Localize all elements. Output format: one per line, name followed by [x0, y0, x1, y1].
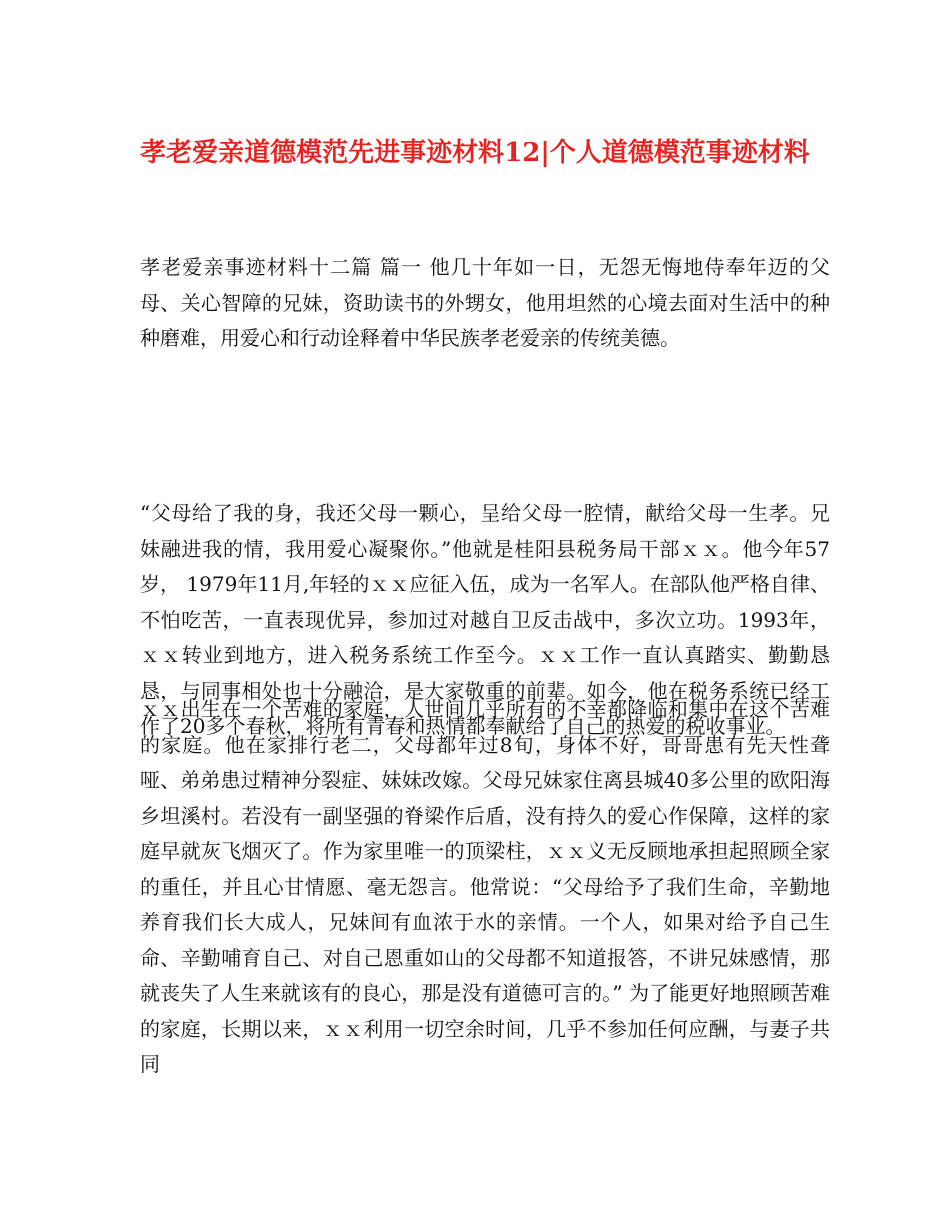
document-title: 孝老爱亲道德模范先进事迹材料12|个人道德模范事迹材料: [140, 138, 810, 168]
paragraph-2: “父母给了我的身，我还父母一颗心，呈给父母一腔情，献给父母一生孝。兄妹融进我的情，我用爱心凝聚你。”他就是桂阳县税务局干部ｘｘ。他今年57岁， 1979年11月,年轻的ｘｘ应征入伍，成为一名军人。在部队他严格自律、不怕吃苦，一直表现优异，参加过对越自卫反击战中，多次立功。1993年，ｘｘ转业到地方，进入税务系统工作至今。ｘｘ工作一直认真踏实、勤勤恳恳，与同事相处也十分融洽，是大家敬重的前辈。如今，他在税务系统已经工作了20多个春秋，将所有青春和热情都奉献给了自己的热爱的税收事业。: [140, 501, 830, 738]
paragraph-3: ｘｘ出生在一个苦难的家庭，人世间几乎所有的不幸都降临和集中在这个苦难的家庭。他在家排行老二，父母都年过8旬，身体不好，哥哥患有先天性聋哑、弟弟患过精神分裂症、妹妹改嫁。父母兄妹家住离县城40多公里的欧阳海乡坦溪村。若没有一副坚强的脊梁作后盾，没有持久的爱心作保障，这样的家庭早就灰飞烟灭了。作为家里唯一的顶梁柱，ｘｘ义无反顾地承担起照顾全家的重任，并且心甘情愿、毫无怨言。他常说：“父母给予了我们生命，辛勤地养育我们长大成人，兄妹间有血浓于水的亲情。一个人，如果对给予自己生命、辛勤哺育自己、对自己恩重如山的父母都不知道报答，不讲兄妹感情，那就丧失了人生来就该有的良心，那是没有道德可言的。” 为了能更好地照顾苦难的家庭，长期以来，ｘｘ利用一切空余时间，几乎不参加任何应酬，与妻子共同: [140, 697, 830, 1076]
paragraph-1: 孝老爱亲事迹材料十二篇 篇一 他几十年如一日，无怨无悔地侍奉年迈的父母、关心智障的兄妹，资助读书的外甥女，他用坦然的心境去面对生活中的种种磨难，用爱心和行动诠释着中华民族孝老爱亲的传统美德。: [140, 255, 830, 350]
